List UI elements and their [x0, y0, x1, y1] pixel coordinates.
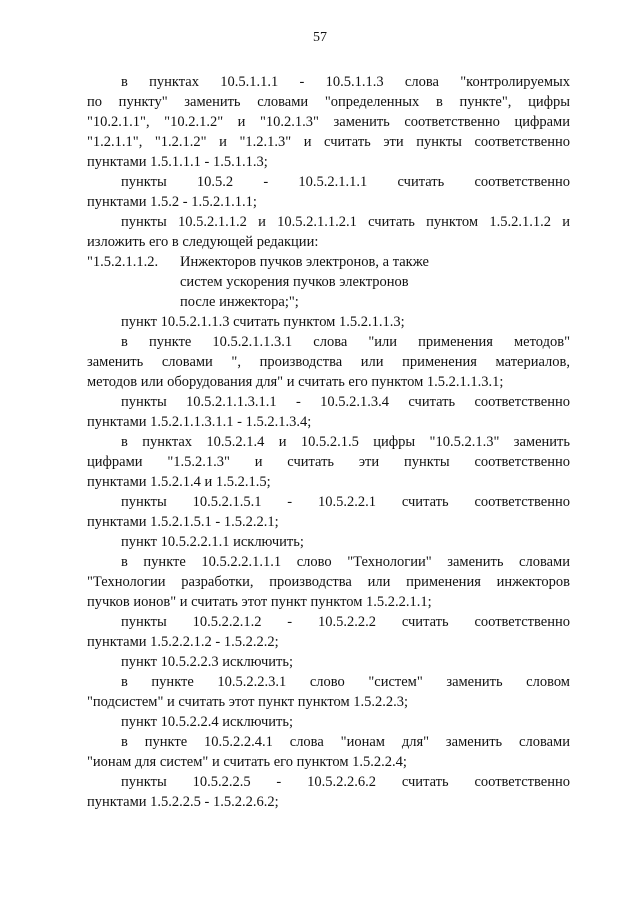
paragraph-line: пункты 10.5.2.2.1.2 - 10.5.2.2.2 считать соответственно: [121, 614, 570, 630]
quote-line-text: Инжекторов пучков электронов, а также: [180, 254, 429, 270]
paragraph-line: пункты 10.5.2 - 10.5.2.1.1.1 считать соответственно: [121, 174, 570, 190]
paragraph-line: пункты 10.5.2.1.1.2 и 10.5.2.1.1.2.1 считать пунктом 1.5.2.1.1.2 и: [121, 214, 570, 230]
paragraph-line: в пунктах 10.5.2.1.4 и 10.5.2.1.5 цифры "10.5.2.1.3" заменить: [121, 434, 570, 450]
paragraph-line: пункт 10.5.2.2.1.1 исключить;: [121, 534, 304, 550]
quote-line: после инжектора;";: [180, 294, 299, 310]
paragraph-line: пункты 10.5.2.1.1.3.1.1 - 10.5.2.1.3.4 считать соответственно: [121, 394, 570, 410]
paragraph-line: заменить словами ", производства или применения материалов,: [87, 354, 570, 370]
paragraph-line: пунктами 1.5.2.2.5 - 1.5.2.2.6.2;: [87, 794, 279, 810]
paragraph-line: пунктами 1.5.2.1.5.1 - 1.5.2.2.1;: [87, 514, 279, 530]
paragraph-line: "Технологии разработки, производства или применения инжекторов: [87, 574, 570, 590]
paragraph-line: пункты 10.5.2.1.5.1 - 10.5.2.2.1 считать соответственно: [121, 494, 570, 510]
paragraph-line: "10.2.1.1", "10.2.1.2" и "10.2.1.3" заменить соответственно цифрами: [87, 114, 570, 130]
paragraph-line: по пункту" заменить словами "определенных в пункте", цифры: [87, 94, 570, 110]
quote-first-line: [87, 252, 570, 272]
paragraph-line: пунктами 1.5.2 - 1.5.2.1.1.1;: [87, 194, 257, 210]
paragraph-line: в пунктах 10.5.1.1.1 - 10.5.1.1.3 слова "контролируемых: [121, 74, 570, 90]
paragraph-line: пункты 10.5.2.2.5 - 10.5.2.2.6.2 считать соответственно: [121, 774, 570, 790]
paragraph-line: пункт 10.5.2.2.3 исключить;: [121, 654, 293, 670]
paragraph-line: цифрами "1.5.2.1.3" и считать эти пункты соответственно: [87, 454, 570, 470]
paragraph-line: пунктами 1.5.2.2.1.2 - 1.5.2.2.2;: [87, 634, 279, 650]
paragraph-line: "подсистем" и считать этот пункт пунктом 1.5.2.2.3;: [87, 694, 409, 710]
paragraph-line: в пункте 10.5.2.2.1.1.1 слово "Технологии" заменить словами: [121, 554, 570, 570]
paragraph-line: изложить его в следующей редакции:: [87, 234, 319, 250]
paragraph-line: пункт 10.5.2.1.1.3 считать пунктом 1.5.2.1.1.3;: [121, 314, 405, 330]
paragraph-line: пунктами 1.5.2.1.1.3.1.1 - 1.5.2.1.3.4;: [87, 414, 312, 430]
paragraph-line: пункт 10.5.2.2.4 исключить;: [121, 714, 293, 730]
page-number: 57: [313, 30, 327, 45]
paragraph-line: пунктами 1.5.1.1.1 - 1.5.1.1.3;: [87, 154, 268, 170]
paragraph-line: пучков ионов" и считать этот пункт пунктом 1.5.2.2.1.1;: [87, 594, 432, 610]
paragraph-line: в пункте 10.5.2.2.4.1 слова "ионам для" заменить словами: [121, 734, 570, 750]
document-body: [87, 72, 570, 812]
quote-item-code: "1.5.2.1.1.2.: [87, 254, 159, 270]
paragraph-line: "1.2.1.1", "1.2.1.2" и "1.2.1.3" и считать эти пункты соответственно: [87, 134, 570, 150]
quote-line: систем ускорения пучков электронов: [180, 274, 409, 290]
paragraph-line: пунктами 1.5.2.1.4 и 1.5.2.1.5;: [87, 474, 271, 490]
paragraph-line: в пункте 10.5.2.2.3.1 слово "систем" заменить словом: [121, 674, 570, 690]
paragraph-line: в пункте 10.5.2.1.1.3.1 слова "или применения методов": [121, 334, 570, 350]
paragraph-line: методов или оборудования для" и считать его пунктом 1.5.2.1.1.3.1;: [87, 374, 504, 390]
paragraph-line: "ионам для систем" и считать его пунктом 1.5.2.2.4;: [87, 754, 407, 770]
